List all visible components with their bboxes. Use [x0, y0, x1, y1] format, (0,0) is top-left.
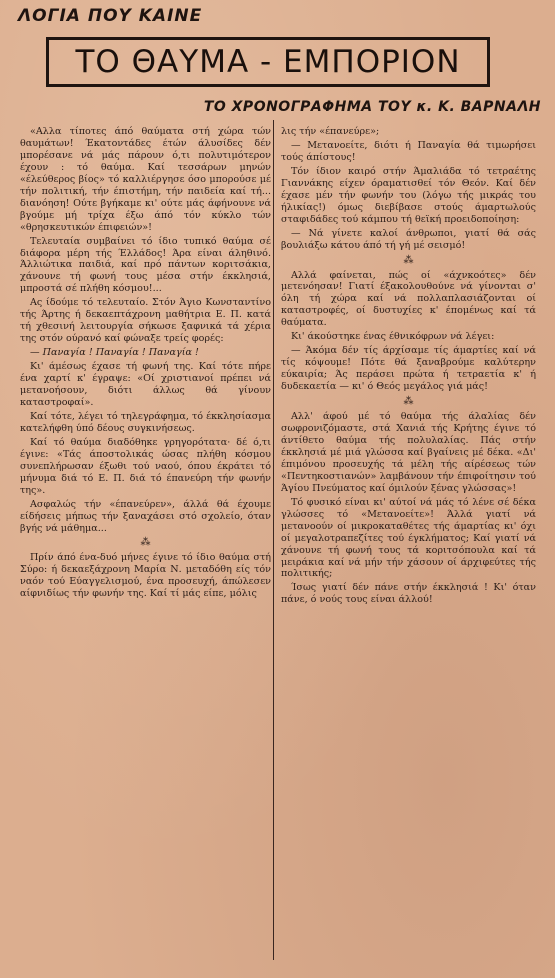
paragraph: Κι' άκούστηκε ένας έθνικόφρων νά λέγει:	[291, 331, 495, 343]
paragraph: Ίσως γιατί δέν πάνε στήν έκκλησιά ! Κι' όταν πάνε, ό νούς τους είναι άλλού!	[281, 582, 536, 606]
left-column	[20, 126, 271, 972]
section-separator: ⁂	[140, 537, 151, 549]
paragraph: Πρίν άπό ένα-δυό μήνες έγινε τό ίδιο θαύμα στή Σύρο: ή δεκαεξάχρονη Μαρία Ν. μεταδόθη είς τόν ναόν τού Εύαγγελισμού, ένα προσευχή, άπώλεσεν αίφνιδίως τήν φωνήν της. Καί τί μάς είπε, μόλις	[20, 552, 271, 600]
paragraph: Τό φυσικό είναι κι' αύτοί νά μάς τό λένε σέ δέκα γλώσσες τό «Μετανοείτε»! Άλλά γιατί νά μετανοούν οί μικροκαταθέτες τής άμαρτίας κι' όχι οί μεγαλοτραπεζίτες τού έγκλήματος; Καί γιατί νά χάνουνε τή φωνή τους τά κοριτσόπουλα καί τά μειράκια καί νά μήν τήν χάσουν οί άρχιφεύτες τής πολιτικής;	[281, 496, 536, 580]
paragraph: — Μετανοείτε, διότι ή Παναγία θά τιμωρήσει τούς άπίστους!	[281, 139, 536, 163]
paragraph: — Νά γίνετε καλοί άνθρωποι, γιατί θά σάς βουλιάξω κάτου άπό τή γή μέ σεισμό!	[281, 227, 536, 251]
headline: ΤΟ ΘΑΥΜΑ - ΕΜΠΟΡΙΟΝ	[75, 44, 461, 80]
section-separator: ⁂	[403, 254, 414, 266]
paragraph: — Παναγία ! Παναγία ! Παναγία !	[30, 347, 199, 359]
paragraph: Τελευταία συμβαίνει τό ίδιο τυπικό θαύμα σέ διάφορα μέρη τής Έλλάδος! Άρα είναι άληθινό. Άλλιώτικα παιδιά, καί πρό πάντων κοριτσάκια, χάνουνε τή φωνή τους μέσα στήν έκκλησιά, μπροστά σέ πλήθη κόσμου!...	[20, 235, 271, 295]
paragraph: Καί τό θαύμα διαδόθηκε γρηγορότατα· δέ ό,τι έγινε: «Τάς άποστολικάς ώσας πλήθη κόσμου συνεπλήρωσαν έξωθι τού ναού, όπου έκράτει τό μήνυμα διά τό Ε. Π. διά τό έπανεύρη τήν φωνήν της».	[20, 436, 271, 496]
paragraph: Αλλά φαίνεται, πώς οί «άχνκοότες» δέν μετενόησαν! Γιατί έξακολουθούνε νά γίνονται σ' όλη τή χώρα καί νά πολλαπλασιάζονται οί καταστροφές, οί δυστυχίες κ' έπομένως καί τά θαύματα.	[281, 269, 536, 329]
right-column	[281, 126, 536, 972]
paragraph: Κι' άμέσως έχασε τή φωνή της. Καί τότε πήρε ένα χαρτί κ' έγραψε: «Οί χριστιανοί πρέπει νά μετανοήσουν, διότι άλλως θά γίνουν καταστροφαί».	[20, 361, 271, 408]
section-separator: ⁂	[403, 396, 414, 408]
column-divider	[273, 120, 274, 960]
byline: ΤΟ ΧΡΟΝΟΓΡΑΦΗΜΑ ΤΟΥ κ. Κ. ΒΑΡΝΑΛΗ	[203, 99, 541, 115]
paragraph: — Άκόμα δέν τίς άρχίσαμε τίς άμαρτίες καί νά τίς κόψουμε! Πότε θά ξαναβρούμε καλύτερην εύκαιρία; Άς περάσει πρώτα ή τετραετία κ' ή δυδεκαετία — κι' ό Θεός μεγάλος γιά μάς!	[281, 345, 536, 393]
paragraph: Ασφαλώς τήν «έπανεύρεν», άλλά θά έχουμε είδήσεις μήπως τήν ξαναχάσει στό σχολείο, όταν βγής νά μάθημα...	[20, 498, 271, 534]
paragraph: λις τήν «έπανεύρε»;	[281, 126, 380, 137]
paragraph: Ας ίδούμε τό τελευταίο. Στόν Άγιο Κωνσταντίνο τής Άρτης ή δεκαεπτάχρονη μαθήτρια Ε. Π. κατά τή χθεσινή λειτουργία σήκωσε ξαφνικά τά χέρια της στόν ούρανό καί φώναξε τρείς φορές:	[20, 297, 271, 345]
column-rubric: ΛΟΓΙΑ ΠΟΥ ΚΑΙΝΕ	[18, 6, 203, 26]
paragraph: «Αλλα τίποτες άπό θαύματα στή χώρα τών θαυμάτων! Έκατοντάδες έτών άλυσίδες δέν μπορέσανε νά μάς πάρουν ό,τι πολυτιμότερον έχουν : τό θαύμα. Καί τεσσάρων μηνών «έλεύθερος βίος» τό καλλιέργησε όσο μπορούσε μέ τήν πολιτική, τήν έπιστήμη, τήν παιδεία καί τή... διανόηση! Ούτε βγήκαμε κι' ούτε μάς άφήνουνε νά βγούμε μή τρίχα έξω άπό τόν κύκλο τών «θρησκευτικών έπιφειών»!	[20, 126, 271, 233]
paragraph: Αλλ' άφού μέ τό θαύμα τής άλαλίας δέν σωφρονιζόμαστε, στά Χανιά τής Κρήτης έγινε τό άντίθετο θαύμα τής πολυλαλίας. Πάς στήν έκκλησιά μέ μιά γλώσσα καί βγαίνεις μέ δέκα. «Δι' έπιμόνου προσευχής τά μέλη τής αίρέσεως τών «Πεντηκοστιανών» λαμβάνουν τήν έπιφοίτησιν τού Άγίου Πνεύματος καί όμιλούν ξένας γλώσσας»!	[281, 411, 536, 494]
paragraph: Καί τότε, λέγει τό τηλεγράφημα, τό έκκλησίασμα κατελήφθη ύπό δέους συγκινήσεως.	[20, 410, 271, 434]
paragraph: Τόν ίδιον καιρό στήν Άμαλιάδα τό τετραέτης Γιαννάκης είχεν όραματισθεί τόν Θεόν. Καί δέν έχασε μέν τήν φωνήν του (λόγω τής μικράς του ήλικίας!) όμως διεβίβασε στούς άμαρτωλούς σταφιδάδες τού κάμπου τή θεϊκή προειδοποίηση:	[281, 165, 536, 225]
headline-box	[46, 37, 490, 87]
